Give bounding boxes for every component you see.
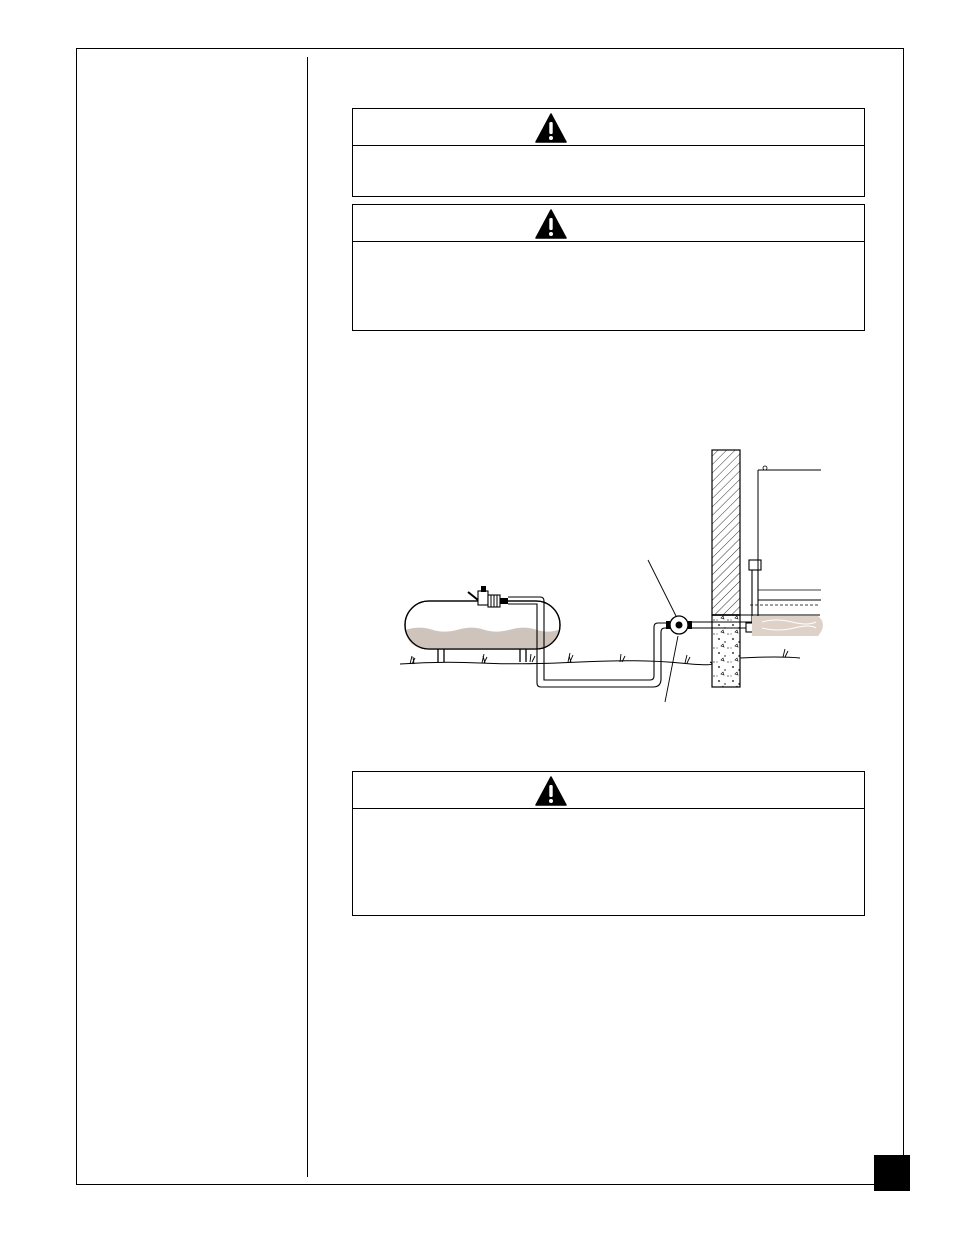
regulator-icon [666,616,692,634]
warning-box [352,108,865,197]
column-divider [307,57,308,1177]
house-wall-icon [712,450,823,687]
warning-header [353,772,864,809]
warning-text [353,242,864,254]
warning-triangle-icon [535,776,567,806]
callout-leader [648,560,676,616]
ground-line-right [740,657,800,658]
warning-text [353,809,864,821]
propane-installation-figure [380,440,840,720]
callout-leader [665,636,678,702]
page-number-tab [874,1155,910,1191]
warning-box [352,771,865,916]
warning-header [353,205,864,242]
warning-triangle-icon [535,209,567,239]
ground-line [400,661,712,665]
warning-box [352,204,865,331]
warning-text [353,146,864,158]
warning-header [353,109,864,146]
warning-triangle-icon [535,113,567,143]
